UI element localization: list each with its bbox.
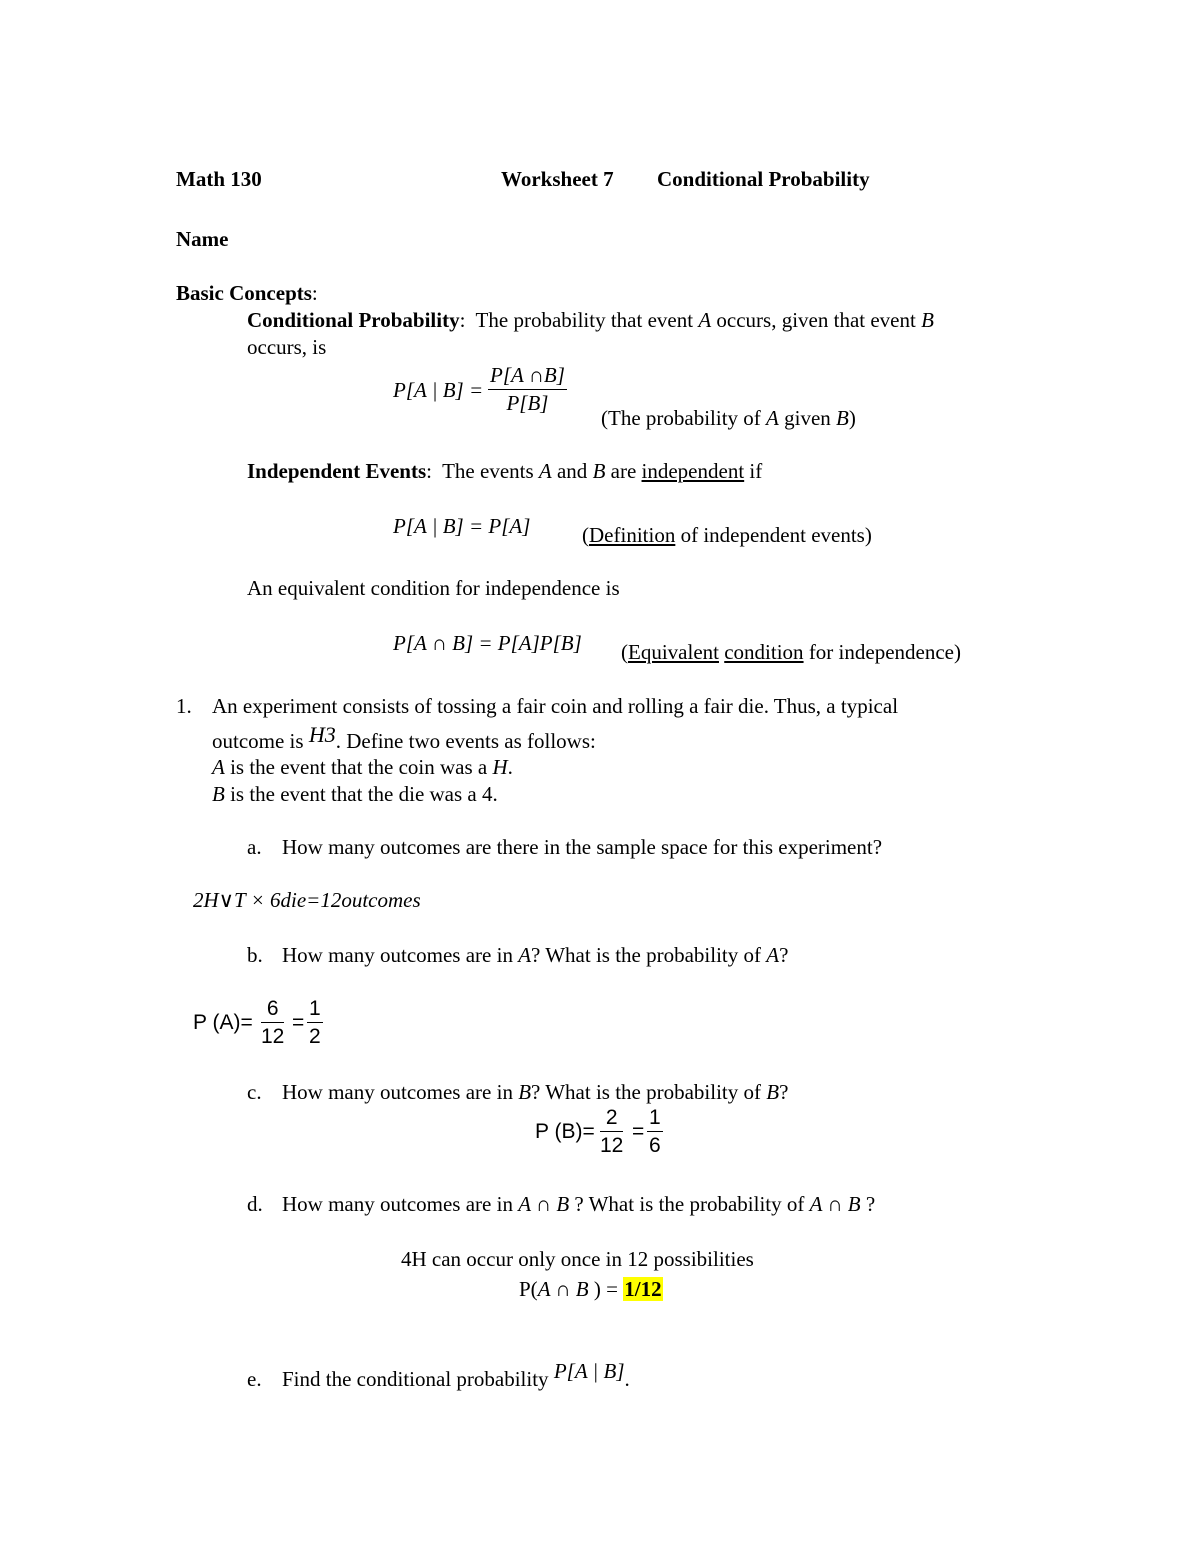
part-d-set1: A ∩ B	[518, 1192, 570, 1216]
cond-prob-def-a: A	[698, 308, 712, 332]
part-c-answer-num-2: 1	[647, 1107, 663, 1132]
part-e-end: .	[624, 1367, 630, 1391]
part-c-answer-den-2: 6	[649, 1134, 661, 1157]
indep-note-open: (	[582, 523, 589, 547]
part-c-var1: B	[518, 1080, 532, 1104]
problem-1-line-1: An experiment consists of tossing a fair coin and rolling a fair die. Thus, a typical	[212, 694, 899, 718]
part-b-answer-eq: =	[292, 1011, 305, 1034]
cond-prob-note-b: B	[836, 406, 849, 430]
problem-1-outcome: H3	[308, 722, 336, 747]
worksheet-topic: Conditional Probability	[657, 167, 870, 191]
part-a-answer: 2H∨T × 6die=12outcomes	[193, 888, 421, 912]
part-c-q1: How many outcomes are in	[282, 1080, 513, 1104]
cond-prob-def-3: occurs, is	[247, 335, 327, 359]
cond-prob-term: Conditional Probability	[247, 308, 460, 332]
part-b-answer-fraction-2	[307, 998, 323, 1047]
cond-prob-formula-fraction	[488, 365, 567, 414]
part-d-answer-set: A ∩ B	[537, 1277, 589, 1301]
part-e-expr: P[A | B]	[553, 1359, 625, 1383]
part-e-question-text: Find the conditional probability	[282, 1367, 549, 1391]
event-b-definition	[212, 784, 498, 805]
part-e-question	[282, 1359, 630, 1391]
part-d-answer-p: P(	[519, 1277, 538, 1301]
part-a-question: How many outcomes are there in the sample space for this experiment?	[282, 835, 883, 859]
problem-1-number: 1.	[176, 694, 192, 718]
indep-definition: Independent Events: The events A and B are independent if	[247, 459, 763, 483]
part-b-answer-fraction-1	[261, 998, 284, 1047]
part-d-q1: How many outcomes are in	[282, 1192, 513, 1216]
cond-prob-definition: Conditional Probability: The probability that event A occurs, given that event B	[247, 308, 934, 332]
cond-prob-note	[601, 408, 856, 429]
event-b-var: B	[212, 782, 225, 806]
basic-concepts-heading: Basic Concepts:	[176, 281, 318, 305]
cond-prob-def-1: The probability that event	[475, 308, 694, 332]
indep-def-if: if	[749, 459, 763, 483]
indep-note	[582, 525, 872, 546]
event-a-text: is the event that the coin was a	[230, 755, 488, 779]
part-c-answer-lhs: P (B)=	[535, 1120, 595, 1143]
part-e-label: e.	[247, 1367, 262, 1391]
equiv-sentence: An equivalent condition for independence is	[247, 576, 620, 600]
indep-def-a: A	[538, 459, 552, 483]
part-b-answer-lhs: P (A)=	[193, 1011, 253, 1034]
equiv-note-word1: Equivalent	[628, 640, 719, 664]
part-b-q1: How many outcomes are in	[282, 943, 513, 967]
indep-def-1: The events	[442, 459, 534, 483]
indep-note-rest: of independent events)	[680, 523, 872, 547]
part-b-label: b.	[247, 943, 263, 967]
indep-formula: P[A | B] = P[A]	[393, 514, 531, 538]
part-c-q2: ? What is the probability of	[531, 1080, 762, 1104]
problem-1-line-2	[212, 722, 596, 753]
cond-prob-note-given: given	[784, 406, 831, 430]
indep-note-word: Definition	[589, 523, 676, 547]
cond-prob-formula-lhs: P[A | B] =	[393, 378, 484, 402]
part-c-q3: ?	[779, 1080, 789, 1104]
part-d-answer-line-1: 4H can occur only once in 12 possibilities	[401, 1247, 754, 1271]
equiv-note	[621, 642, 961, 663]
cond-prob-note-open: (The probability of	[601, 406, 761, 430]
part-b-q2: ? What is the probability of	[531, 943, 762, 967]
part-d-label: d.	[247, 1192, 263, 1216]
part-b-answer-den-1: 12	[261, 1025, 285, 1048]
part-b-answer-num-2: 1	[307, 998, 323, 1023]
indep-def-word: independent	[641, 459, 745, 483]
event-a-var: A	[212, 755, 225, 779]
event-a-definition	[212, 757, 513, 778]
cond-prob-def-b: B	[921, 308, 934, 332]
part-c-answer-fraction-2	[647, 1107, 663, 1156]
equiv-formula: P[A ∩ B] = P[A]P[B]	[393, 631, 582, 655]
indep-def-b: B	[592, 459, 606, 483]
part-d-q3: ?	[865, 1192, 876, 1216]
part-a-label: a.	[247, 835, 262, 859]
part-b-question	[282, 945, 788, 966]
part-c-answer-eq: =	[632, 1120, 645, 1143]
event-a-end: .	[507, 755, 513, 779]
event-b-text: is the event that the die was a 4.	[230, 782, 498, 806]
part-b-answer-num-1: 6	[261, 998, 284, 1023]
indep-term: Independent Events	[247, 459, 427, 483]
indep-def-are: are	[610, 459, 637, 483]
worksheet-number: Worksheet 7	[501, 167, 614, 191]
cond-prob-formula-numerator: P[A ∩B]	[488, 365, 567, 390]
part-c-var2: B	[766, 1080, 780, 1104]
equiv-note-open: (	[621, 640, 628, 664]
event-a-h: H	[492, 755, 508, 779]
part-d-answer-line-2	[519, 1279, 663, 1300]
cond-prob-note-a: A	[766, 406, 779, 430]
part-b-q3: ?	[779, 943, 789, 967]
equiv-note-rest: for independence)	[808, 640, 961, 664]
course-title: Math 130	[176, 167, 262, 191]
part-b-var1: A	[518, 943, 532, 967]
part-d-answer-close: ) =	[593, 1277, 618, 1301]
equiv-note-word2: condition	[724, 640, 804, 664]
part-c-question	[282, 1082, 788, 1103]
problem-1-line-2b: . Define two events as follows:	[335, 729, 596, 753]
basic-concepts-heading-text: Basic Concepts	[176, 281, 312, 305]
part-b-var2: A	[766, 943, 780, 967]
problem-1-line-2a: outcome is	[212, 729, 304, 753]
cond-prob-note-close: )	[848, 406, 856, 430]
name-label: Name	[176, 227, 229, 251]
part-d-answer-value: 1/12	[624, 1277, 662, 1301]
part-d-set2: A ∩ B	[809, 1192, 861, 1216]
part-d-q2: ? What is the probability of	[574, 1192, 805, 1216]
cond-prob-formula-denominator: P[B]	[506, 391, 549, 415]
part-c-answer-num-1: 2	[600, 1107, 623, 1132]
part-c-answer-den-1: 12	[600, 1134, 624, 1157]
part-c-label: c.	[247, 1080, 262, 1104]
indep-def-and: and	[556, 459, 588, 483]
part-c-answer-fraction-1	[600, 1107, 623, 1156]
part-d-question	[282, 1194, 875, 1215]
cond-prob-def-2: occurs, given that event	[716, 308, 916, 332]
part-b-answer-den-2: 2	[309, 1025, 321, 1048]
